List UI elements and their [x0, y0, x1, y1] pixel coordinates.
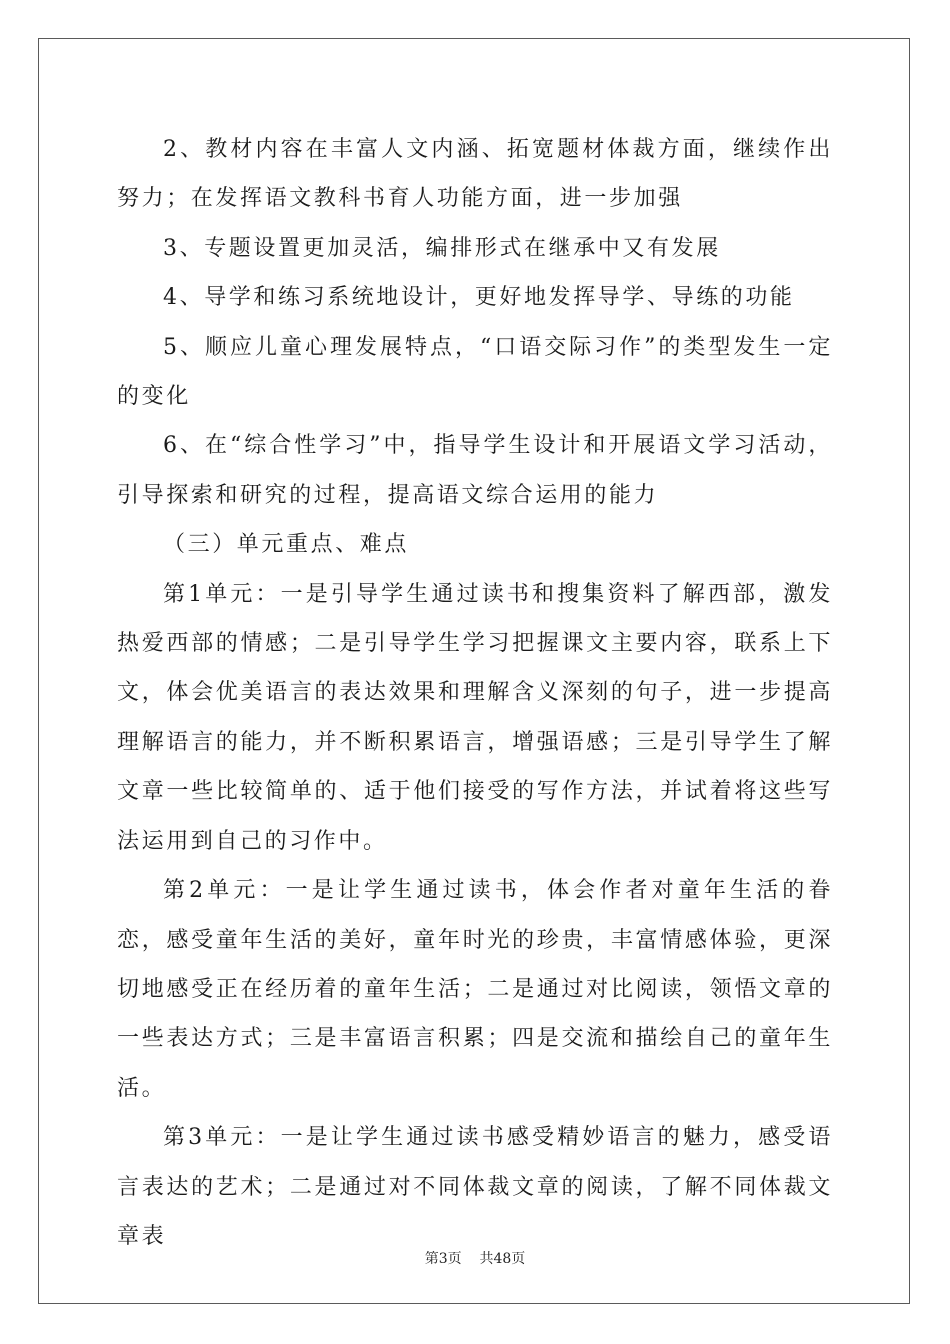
section-heading: （三）单元重点、难点 — [163, 532, 410, 558]
document-body — [117, 125, 833, 1261]
paragraph-item-2: 2、教材内容在丰富人文内涵、拓宽题材体裁方面，继续作出努力；在发挥语文教科书育人功能方面，进一步加强 — [117, 137, 833, 212]
page-number: 第3页 — [424, 1251, 462, 1267]
page-footer — [0, 1248, 950, 1268]
paragraph-item-3: 3、专题设置更加灵活，编排形式在继承中又有发展 — [163, 235, 721, 261]
paragraph-item-6: 6、在“综合性学习”中，指导学生设计和开展语文学习活动，引导探索和研究的过程，提高语文综合运用的能力 — [117, 433, 833, 508]
unit-2-paragraph: 第2单元：一是让学生通过读书，体会作者对童年生活的眷恋，感受童年生活的美好，童年时光的珍贵，丰富情感体验，更深切地感受正在经历着的童年生活；二是通过对比阅读，领悟文章的一些表达方式；三是丰富语言积累；四是交流和描绘自己的童年生活。 — [117, 878, 833, 1101]
page-total: 共48页 — [479, 1251, 526, 1267]
paragraph-item-4: 4、导学和练习系统地设计，更好地发挥导学、导练的功能 — [163, 285, 795, 311]
paragraph-item-5: 5、顺应儿童心理发展特点，“口语交际习作”的类型发生一定的变化 — [117, 334, 833, 410]
unit-1-paragraph: 第1单元：一是引导学生通过读书和搜集资料了解西部，激发热爱西部的情感；二是引导学生学习把握课文主要内容，联系上下文，体会优美语言的表达效果和理解含义深刻的句子，进一步提高理解语言的能力，并不断积累语言，增强语感；三是引导学生了解文章一些比较简单的、适于他们接受的写作方法，并试着将这些写法运用到自己的习作中。 — [117, 581, 833, 854]
unit-3-paragraph: 第3单元：一是让学生通过读书感受精妙语言的魅力，感受语言表达的艺术；二是通过对不同体裁文章的阅读，了解不同体裁文章表 — [117, 1125, 833, 1249]
